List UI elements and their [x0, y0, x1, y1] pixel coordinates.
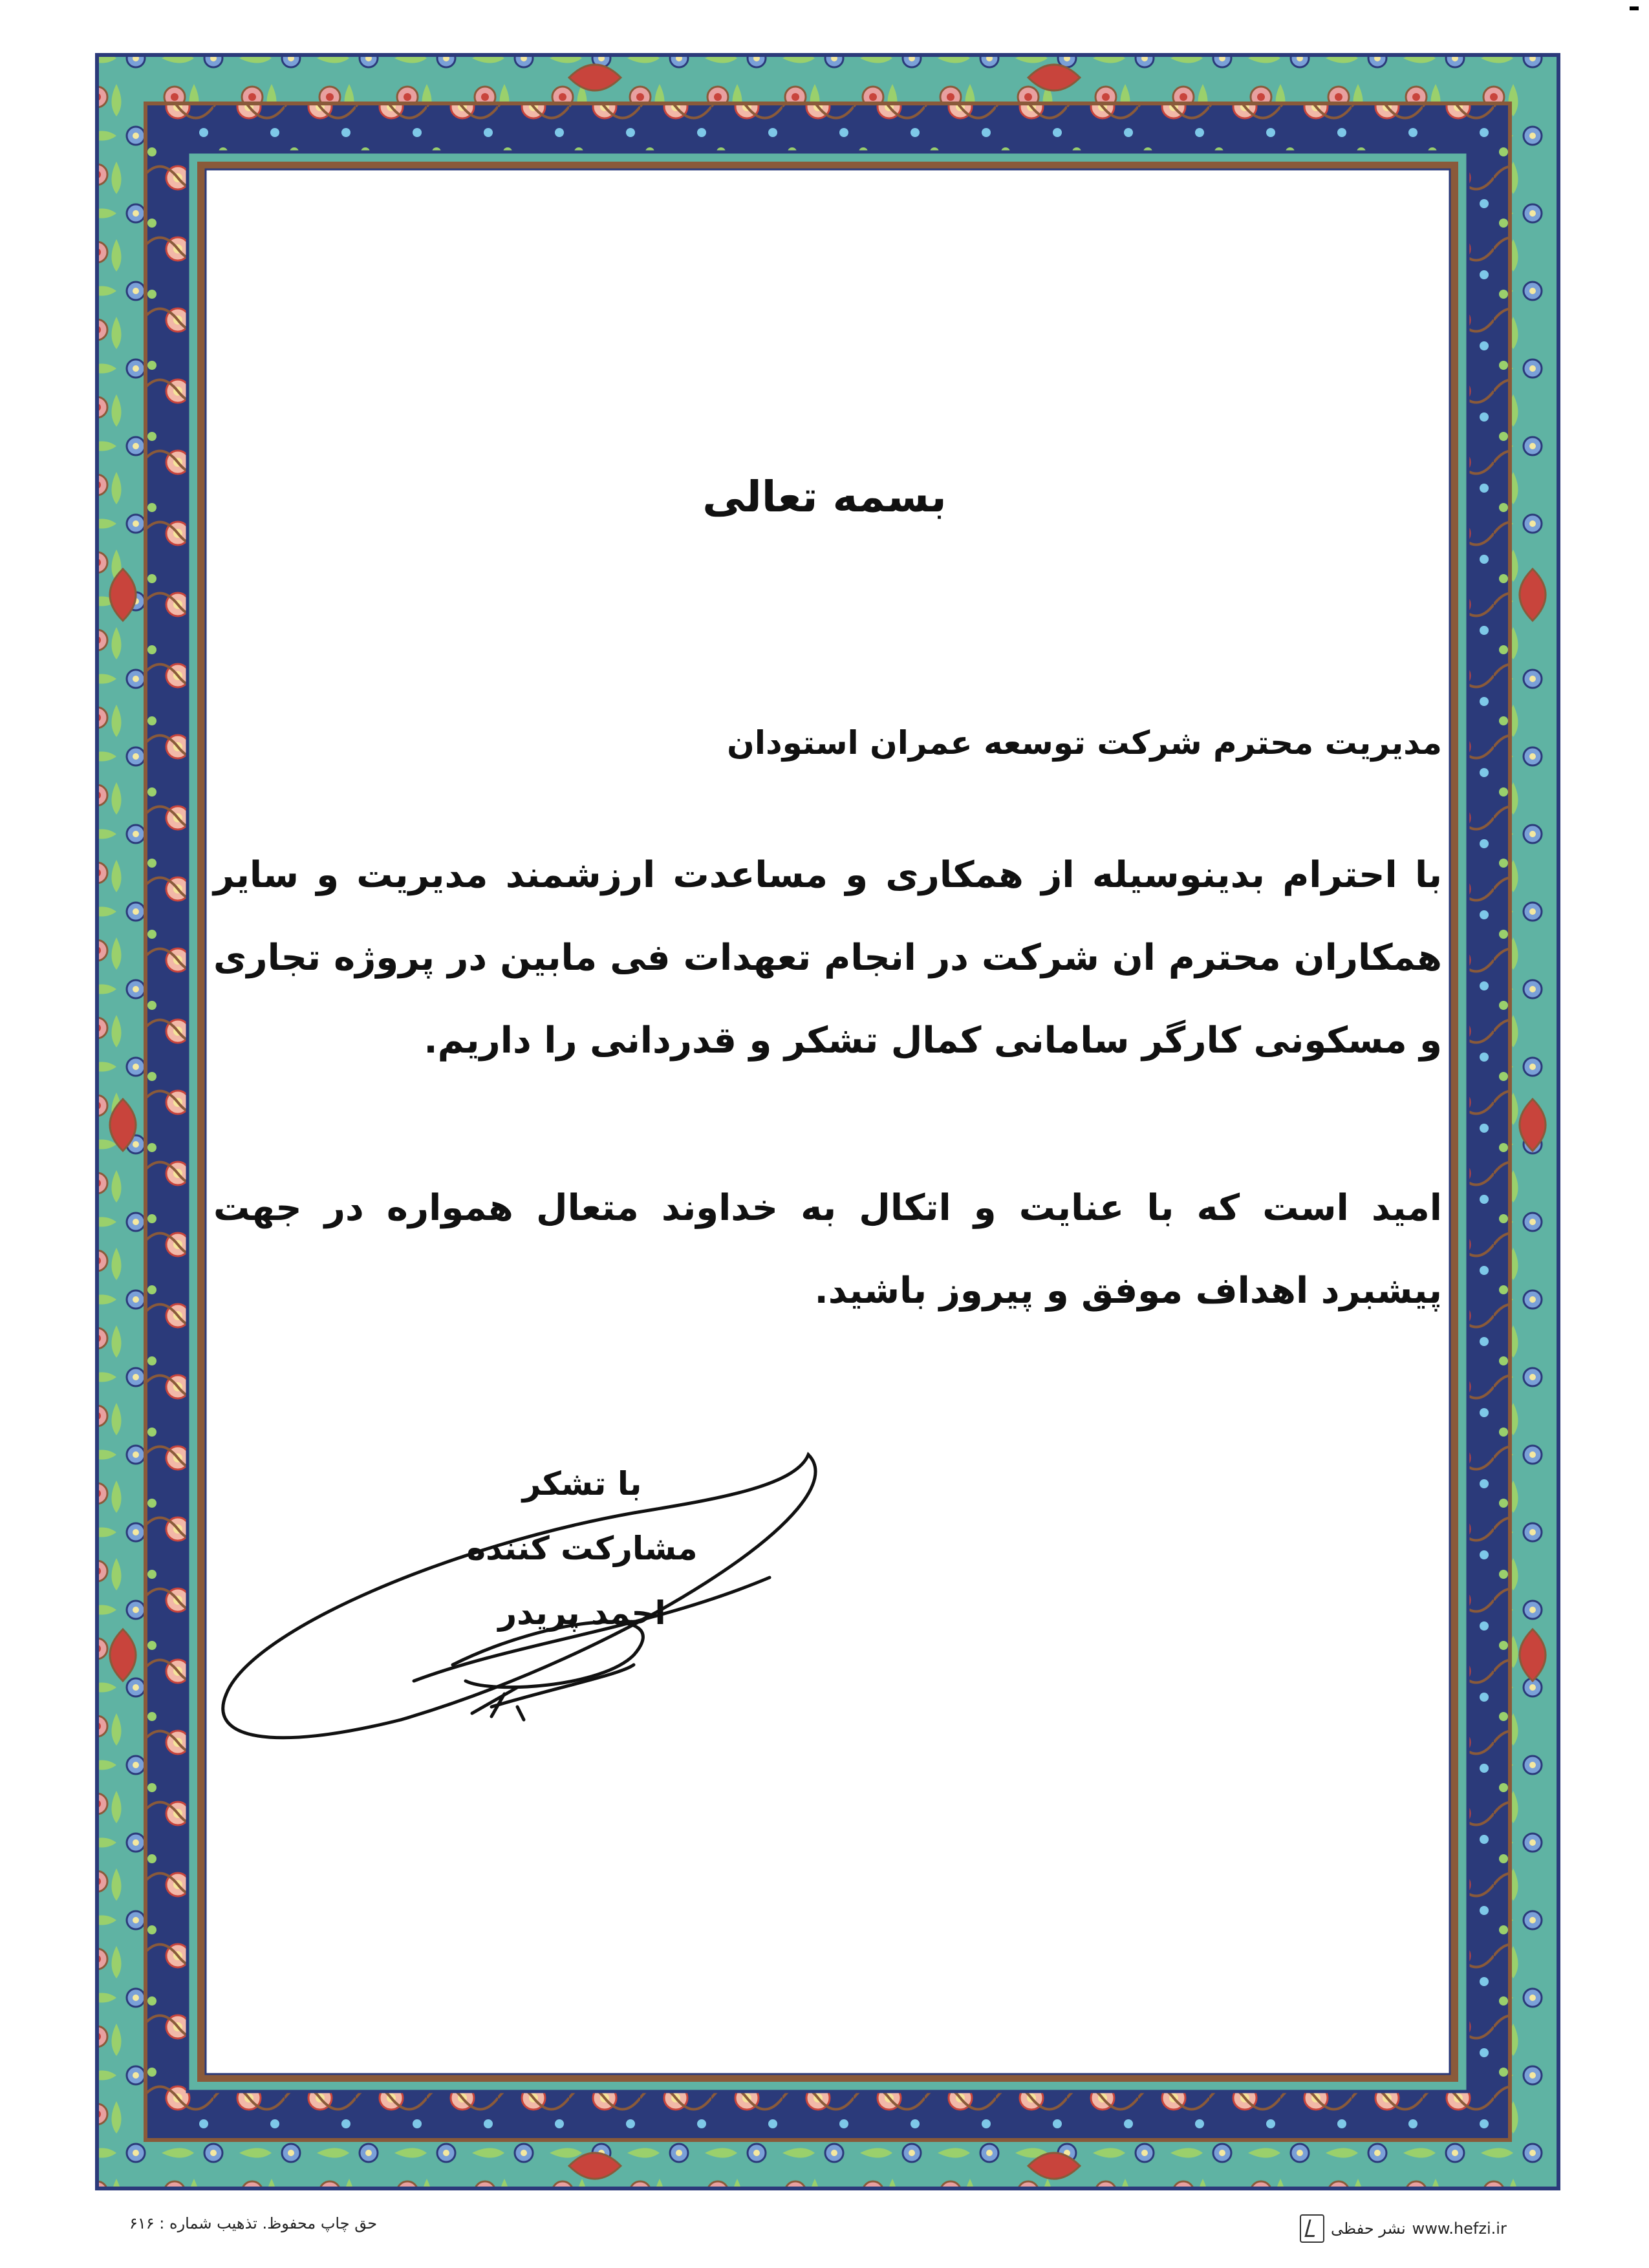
body-paragraph-1: با احترام بدینوسیله از همکاری و مساعدت ارزشمند مدیریت و سایر همکاران محترم ان شرکت در انجام تعهدات فی مابین در پروژه تجاری و مسکونی کارگر سامانی کمال تشکر و قدردانی را داریم.: [213, 854, 1442, 1062]
footer-copyright: حق چاپ محفوظ. تذهیب شماره : ۶۱۶: [129, 2214, 378, 2232]
recipient-line: مدیریت محترم شرکت توسعه عمران استودان: [727, 724, 1442, 762]
body-paragraph-2: امید است که با عنایت و اتکال به خداوند متعال همواره در جهت پیشبرد اهداف موفق و پیروز باشید.: [213, 1187, 1442, 1312]
signoff-name: احمد پریدر: [498, 1594, 666, 1632]
signoff-thanks: با تشکر: [522, 1465, 642, 1503]
letter-heading: بسمه تعالی: [702, 472, 947, 522]
footer-publisher: [1300, 2214, 1507, 2243]
publisher-logo-icon: [1300, 2214, 1324, 2243]
footer-publisher-name: نشر حفظی: [1331, 2220, 1406, 2238]
signoff-role: مشارکت کننده: [466, 1530, 698, 1567]
footer-url: www.hefzi.ir: [1412, 2220, 1507, 2238]
